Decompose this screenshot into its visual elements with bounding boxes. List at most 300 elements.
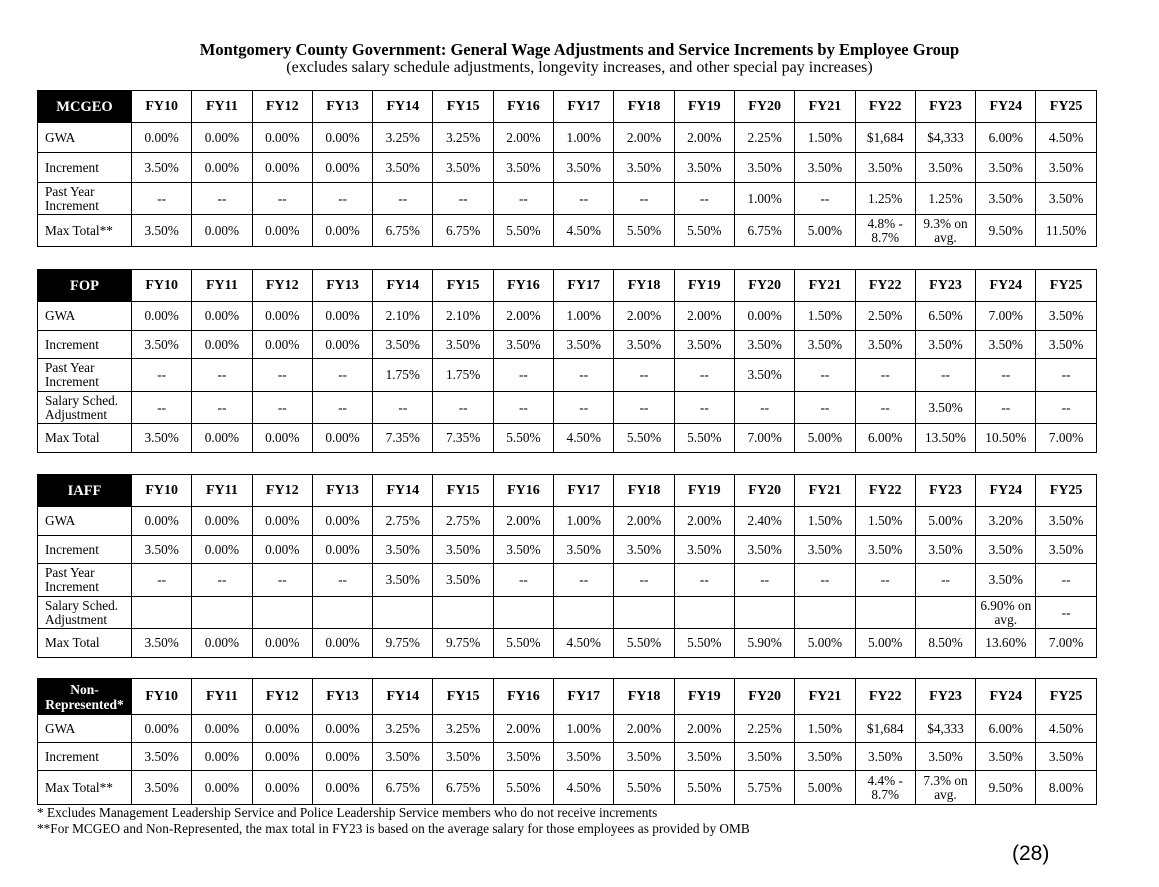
table-cell: 0.00%	[192, 629, 252, 658]
table-cell: 3.50%	[855, 743, 915, 771]
table-cell: --	[795, 183, 855, 215]
table-cell: --	[1036, 359, 1096, 392]
table-cell: --	[554, 392, 614, 424]
table-cell: 0.00%	[312, 424, 372, 453]
table-cell: 7.00%	[1036, 629, 1096, 658]
group-name: IAFF	[38, 475, 132, 507]
table-cell: 1.00%	[734, 183, 794, 215]
group-name: Non-Represented*	[38, 679, 132, 715]
table-cell: 2.00%	[493, 302, 553, 331]
table-cell: 0.00%	[252, 331, 312, 359]
page-title: Montgomery County Government: General Wage Adjustments and Service Increments by Employee Group	[199, 40, 960, 59]
table-cell	[192, 597, 252, 629]
table-cell: 6.75%	[373, 215, 433, 247]
fiscal-year-header: FY11	[192, 91, 252, 123]
table-row-gwa	[38, 123, 1097, 153]
table-cell: 1.00%	[554, 715, 614, 743]
fiscal-year-header: FY11	[192, 475, 252, 507]
table-cell: 5.50%	[674, 424, 734, 453]
table-cell: 0.00%	[312, 743, 372, 771]
table-cell: 3.50%	[855, 536, 915, 564]
table-cell: 0.00%	[132, 507, 192, 536]
row-label: Salary Sched. Adjustment	[38, 597, 132, 629]
row-label: Past Year Increment	[38, 564, 132, 597]
group-name: FOP	[38, 270, 132, 302]
table-cell: 9.3% on avg.	[915, 215, 975, 247]
table-cell: 5.50%	[674, 771, 734, 805]
table-row-max-total	[38, 424, 1097, 453]
table-cell: 2.10%	[433, 302, 493, 331]
table-cell: 13.60%	[976, 629, 1036, 658]
fiscal-year-header: FY17	[554, 475, 614, 507]
table-cell: 3.25%	[373, 715, 433, 743]
table-cell: 3.50%	[493, 153, 553, 183]
table-cell: --	[674, 359, 734, 392]
table-cell: 0.00%	[252, 743, 312, 771]
table-cell: 7.00%	[976, 302, 1036, 331]
table-cell: 6.75%	[433, 771, 493, 805]
table-cell	[132, 597, 192, 629]
table-cell: 0.00%	[312, 771, 372, 805]
row-label: Past Year Increment	[38, 359, 132, 392]
table-cell: 3.50%	[976, 331, 1036, 359]
fiscal-year-header: FY19	[674, 270, 734, 302]
table-cell	[614, 597, 674, 629]
table-cell: 1.50%	[795, 123, 855, 153]
table-cell: 0.00%	[312, 715, 372, 743]
table-cell: 2.10%	[373, 302, 433, 331]
fiscal-year-header: FY16	[493, 475, 553, 507]
fiscal-year-header: FY25	[1036, 91, 1096, 123]
table-cell: --	[132, 564, 192, 597]
fiscal-year-header: FY11	[192, 270, 252, 302]
table-cell: 5.75%	[734, 771, 794, 805]
table-cell: 3.50%	[554, 743, 614, 771]
table-cell: 5.50%	[674, 215, 734, 247]
table-cell: --	[252, 392, 312, 424]
fiscal-year-header: FY18	[614, 679, 674, 715]
row-label: GWA	[38, 715, 132, 743]
table-cell: 1.50%	[795, 507, 855, 536]
table-cell: 0.00%	[132, 123, 192, 153]
table-cell: 6.75%	[433, 215, 493, 247]
table-cell: --	[312, 392, 372, 424]
table-cell: --	[493, 183, 553, 215]
fiscal-year-header: FY21	[795, 270, 855, 302]
table-cell: 3.50%	[433, 564, 493, 597]
row-label: GWA	[38, 507, 132, 536]
table-cell: 3.50%	[674, 331, 734, 359]
table-cell: 0.00%	[192, 302, 252, 331]
fiscal-year-header: FY15	[433, 679, 493, 715]
table-cell: 3.50%	[373, 536, 433, 564]
table-cell	[252, 597, 312, 629]
fiscal-year-header: FY16	[493, 270, 553, 302]
table-cell: 9.75%	[373, 629, 433, 658]
table-cell: 0.00%	[312, 331, 372, 359]
table-cell: 3.50%	[614, 536, 674, 564]
table-cell: --	[795, 564, 855, 597]
table-cell: 3.50%	[373, 153, 433, 183]
table-cell: $4,333	[915, 715, 975, 743]
fiscal-year-header: FY13	[312, 475, 372, 507]
table-cell: 1.50%	[795, 715, 855, 743]
group-name: MCGEO	[38, 91, 132, 123]
table-cell: 6.75%	[373, 771, 433, 805]
table-cell: --	[614, 183, 674, 215]
table-cell: --	[433, 392, 493, 424]
table-cell: 2.50%	[855, 302, 915, 331]
table-cell: 3.50%	[1036, 183, 1096, 215]
table-cell: --	[132, 183, 192, 215]
table-cell: --	[373, 183, 433, 215]
row-label: GWA	[38, 123, 132, 153]
fiscal-year-header: FY12	[252, 475, 312, 507]
table-cell: --	[312, 183, 372, 215]
table-cell: 0.00%	[192, 331, 252, 359]
table-cell: 3.50%	[915, 331, 975, 359]
table-cell: 5.00%	[795, 424, 855, 453]
table-cell: 11.50%	[1036, 215, 1096, 247]
table-cell: 0.00%	[252, 123, 312, 153]
fiscal-year-header: FY19	[674, 91, 734, 123]
table-cell: 10.50%	[976, 424, 1036, 453]
table-cell: 2.25%	[734, 715, 794, 743]
table-row-salary-sched-adjustment	[38, 597, 1097, 629]
table-cell: 8.50%	[915, 629, 975, 658]
table-cell: 3.50%	[554, 331, 614, 359]
table-cell: 5.00%	[795, 629, 855, 658]
fiscal-year-header: FY18	[614, 475, 674, 507]
table-cell: 3.50%	[795, 536, 855, 564]
page-number: (28)	[1012, 842, 1050, 865]
table-cell: 1.25%	[915, 183, 975, 215]
table-cell: 2.00%	[614, 302, 674, 331]
table-cell: 3.50%	[132, 331, 192, 359]
table-cell: 3.20%	[976, 507, 1036, 536]
table-cell: --	[252, 564, 312, 597]
table-cell: 2.75%	[433, 507, 493, 536]
table-cell: 1.75%	[433, 359, 493, 392]
table-cell: --	[554, 359, 614, 392]
table-cell: 3.50%	[1036, 153, 1096, 183]
table-row-increment	[38, 331, 1097, 359]
table-row-max-total	[38, 215, 1097, 247]
row-label: Salary Sched. Adjustment	[38, 392, 132, 424]
fiscal-year-header: FY13	[312, 270, 372, 302]
fiscal-year-header: FY23	[915, 475, 975, 507]
table-cell: 0.00%	[192, 424, 252, 453]
fiscal-year-header: FY20	[734, 475, 794, 507]
table-cell: 5.90%	[734, 629, 794, 658]
fiscal-year-header: FY19	[674, 679, 734, 715]
table-cell	[554, 597, 614, 629]
table-cell: 1.75%	[373, 359, 433, 392]
table-row-past-year-increment	[38, 564, 1097, 597]
table-cell: 3.50%	[132, 629, 192, 658]
table-cell: 0.00%	[192, 715, 252, 743]
header-row	[38, 91, 1097, 123]
table-cell: 3.50%	[1036, 536, 1096, 564]
table-cell: 3.50%	[915, 743, 975, 771]
table-row-increment	[38, 743, 1097, 771]
table-cell	[373, 597, 433, 629]
table-cell: 3.50%	[855, 153, 915, 183]
fiscal-year-header: FY17	[554, 679, 614, 715]
table-cell	[734, 597, 794, 629]
fiscal-year-header: FY16	[493, 91, 553, 123]
table-cell: 3.50%	[1036, 507, 1096, 536]
table-cell: 4.50%	[1036, 123, 1096, 153]
fiscal-year-header: FY21	[795, 475, 855, 507]
table-cell: --	[433, 183, 493, 215]
table-cell: 3.50%	[433, 331, 493, 359]
table-cell: --	[614, 564, 674, 597]
table-cell: --	[132, 359, 192, 392]
fiscal-year-header: FY24	[976, 679, 1036, 715]
table-cell: 3.50%	[1036, 302, 1096, 331]
fiscal-year-header: FY24	[976, 270, 1036, 302]
fiscal-year-header: FY14	[373, 91, 433, 123]
table-cell: 13.50%	[915, 424, 975, 453]
fiscal-year-header: FY25	[1036, 679, 1096, 715]
table-cell: 2.00%	[493, 507, 553, 536]
table-row-increment	[38, 153, 1097, 183]
table-cell: 1.50%	[795, 302, 855, 331]
fiscal-year-header: FY18	[614, 91, 674, 123]
table-cell: --	[855, 564, 915, 597]
table-cell	[915, 597, 975, 629]
table-cell: 2.40%	[734, 507, 794, 536]
table-cell: --	[674, 564, 734, 597]
table-cell: 0.00%	[192, 743, 252, 771]
table-cell: 2.00%	[674, 507, 734, 536]
table-cell: 0.00%	[252, 771, 312, 805]
table-cell: 3.50%	[433, 153, 493, 183]
table-cell: --	[674, 392, 734, 424]
table-row-max-total	[38, 771, 1097, 805]
table-cell: --	[1036, 392, 1096, 424]
table-cell: 3.50%	[493, 536, 553, 564]
table-cell: 4.50%	[554, 215, 614, 247]
table-cell	[433, 597, 493, 629]
fiscal-year-header: FY18	[614, 270, 674, 302]
footnote-1: * Excludes Management Leadership Service and Police Leadership Service members who do not receive increments	[37, 805, 658, 820]
table-cell: --	[252, 359, 312, 392]
table-cell: --	[493, 359, 553, 392]
table-cell: --	[493, 564, 553, 597]
table-cell: --	[976, 359, 1036, 392]
table-cell: 4.50%	[1036, 715, 1096, 743]
table-cell: 3.50%	[373, 743, 433, 771]
table-cell: $1,684	[855, 123, 915, 153]
table-cell: 5.50%	[493, 629, 553, 658]
table-cell: 4.8% - 8.7%	[855, 215, 915, 247]
table-cell: 0.00%	[252, 507, 312, 536]
fiscal-year-header: FY15	[433, 270, 493, 302]
table-cell: 0.00%	[312, 153, 372, 183]
table-cell: --	[915, 359, 975, 392]
table-cell: --	[252, 183, 312, 215]
table-cell: 3.50%	[614, 153, 674, 183]
fiscal-year-header: FY22	[855, 270, 915, 302]
table-cell	[312, 597, 372, 629]
table-cell: --	[192, 564, 252, 597]
table-cell: 3.50%	[734, 331, 794, 359]
table-cell: 3.50%	[976, 183, 1036, 215]
fiscal-year-header: FY20	[734, 679, 794, 715]
table-cell: 2.00%	[674, 123, 734, 153]
table-cell: --	[734, 564, 794, 597]
table-cell: 3.25%	[433, 715, 493, 743]
fiscal-year-header: FY14	[373, 270, 433, 302]
table-cell: 2.00%	[674, 715, 734, 743]
table-cell: 3.50%	[493, 743, 553, 771]
row-label: Increment	[38, 743, 132, 771]
table-cell: --	[554, 183, 614, 215]
fiscal-year-header: FY22	[855, 679, 915, 715]
table-cell: 7.35%	[373, 424, 433, 453]
table-cell: 3.50%	[132, 743, 192, 771]
table-cell: 0.00%	[734, 302, 794, 331]
table-cell: 0.00%	[312, 629, 372, 658]
fiscal-year-header: FY17	[554, 91, 614, 123]
fiscal-year-header: FY21	[795, 679, 855, 715]
fiscal-year-header: FY22	[855, 91, 915, 123]
table-cell: 6.00%	[855, 424, 915, 453]
table-cell: --	[192, 183, 252, 215]
table-cell: 3.50%	[795, 331, 855, 359]
table-cell: 0.00%	[192, 123, 252, 153]
table-cell: 9.75%	[433, 629, 493, 658]
table-cell: 3.50%	[132, 771, 192, 805]
table-cell: 3.50%	[614, 743, 674, 771]
table-cell: 2.00%	[614, 123, 674, 153]
table-cell: 3.50%	[734, 536, 794, 564]
fiscal-year-header: FY16	[493, 679, 553, 715]
table-cell: 0.00%	[252, 715, 312, 743]
header-row	[38, 679, 1097, 715]
table-cell: 3.50%	[674, 743, 734, 771]
table-cell: --	[312, 564, 372, 597]
table-row-past-year-increment	[38, 183, 1097, 215]
row-label: Past Year Increment	[38, 183, 132, 215]
table-cell: $4,333	[915, 123, 975, 153]
table-cell: 3.50%	[855, 331, 915, 359]
table-cell: 3.50%	[734, 153, 794, 183]
fiscal-year-header: FY25	[1036, 475, 1096, 507]
table-cell: 2.00%	[674, 302, 734, 331]
table-cell: 7.35%	[433, 424, 493, 453]
table-cell: 0.00%	[252, 215, 312, 247]
table-cell: 3.50%	[976, 153, 1036, 183]
table-cell: 0.00%	[312, 123, 372, 153]
table-cell: 5.50%	[614, 215, 674, 247]
table-cell	[795, 597, 855, 629]
fiscal-year-header: FY20	[734, 91, 794, 123]
table-cell: 3.50%	[433, 743, 493, 771]
fiscal-year-header: FY10	[132, 270, 192, 302]
table-cell: 2.00%	[614, 507, 674, 536]
table-row-past-year-increment	[38, 359, 1097, 392]
table-cell: 0.00%	[252, 536, 312, 564]
table-cell: 3.50%	[132, 153, 192, 183]
table-cell: 7.00%	[734, 424, 794, 453]
table-cell: 0.00%	[252, 424, 312, 453]
row-label: Increment	[38, 153, 132, 183]
table-cell: 5.00%	[915, 507, 975, 536]
row-label: Max Total**	[38, 215, 132, 247]
table-cell: 0.00%	[192, 153, 252, 183]
table-cell: 4.50%	[554, 424, 614, 453]
fiscal-year-header: FY25	[1036, 270, 1096, 302]
header-row	[38, 475, 1097, 507]
table-cell: 3.50%	[915, 153, 975, 183]
fiscal-year-header: FY23	[915, 679, 975, 715]
table-cell: --	[493, 392, 553, 424]
fiscal-year-header: FY14	[373, 679, 433, 715]
table-cell: 3.50%	[976, 743, 1036, 771]
table-cell: 3.50%	[795, 153, 855, 183]
table-cell: 0.00%	[312, 302, 372, 331]
table-cell: $1,684	[855, 715, 915, 743]
table-cell: 3.50%	[1036, 743, 1096, 771]
table-cell: 5.50%	[493, 215, 553, 247]
table-cell: 1.00%	[554, 302, 614, 331]
table-cell: 6.00%	[976, 715, 1036, 743]
table-cell: --	[795, 359, 855, 392]
wage-table-non-represented	[37, 678, 1097, 805]
table-cell: 5.00%	[795, 771, 855, 805]
table-cell: 0.00%	[192, 507, 252, 536]
table-cell: 9.50%	[976, 215, 1036, 247]
table-cell: 3.50%	[614, 331, 674, 359]
table-cell: 2.25%	[734, 123, 794, 153]
table-row-max-total	[38, 629, 1097, 658]
table-cell	[855, 597, 915, 629]
table-cell: 3.50%	[915, 536, 975, 564]
fiscal-year-header: FY23	[915, 91, 975, 123]
fiscal-year-header: FY15	[433, 91, 493, 123]
table-cell: 3.50%	[373, 331, 433, 359]
table-cell: --	[855, 392, 915, 424]
fiscal-year-header: FY13	[312, 91, 372, 123]
table-cell: 2.00%	[493, 715, 553, 743]
table-cell: 2.00%	[614, 715, 674, 743]
fiscal-year-header: FY13	[312, 679, 372, 715]
table-cell: 7.3% on avg.	[915, 771, 975, 805]
table-cell: 3.50%	[976, 536, 1036, 564]
table-cell: 5.50%	[493, 771, 553, 805]
table-cell: 3.50%	[674, 536, 734, 564]
table-cell: --	[1036, 597, 1096, 629]
table-cell: 1.25%	[855, 183, 915, 215]
table-cell: 3.50%	[373, 564, 433, 597]
table-cell: 0.00%	[312, 507, 372, 536]
table-cell: 3.50%	[1036, 331, 1096, 359]
header-row	[38, 270, 1097, 302]
table-cell: 1.00%	[554, 507, 614, 536]
fiscal-year-header: FY23	[915, 270, 975, 302]
table-cell: --	[132, 392, 192, 424]
table-cell: 5.50%	[493, 424, 553, 453]
table-cell: 3.25%	[373, 123, 433, 153]
table-cell: 6.00%	[976, 123, 1036, 153]
table-cell: --	[734, 392, 794, 424]
footnote-2: **For MCGEO and Non-Represented, the max total in FY23 is based on the average salary for those employees as provided by OMB	[37, 821, 750, 836]
fiscal-year-header: FY24	[976, 475, 1036, 507]
fiscal-year-header: FY10	[132, 475, 192, 507]
